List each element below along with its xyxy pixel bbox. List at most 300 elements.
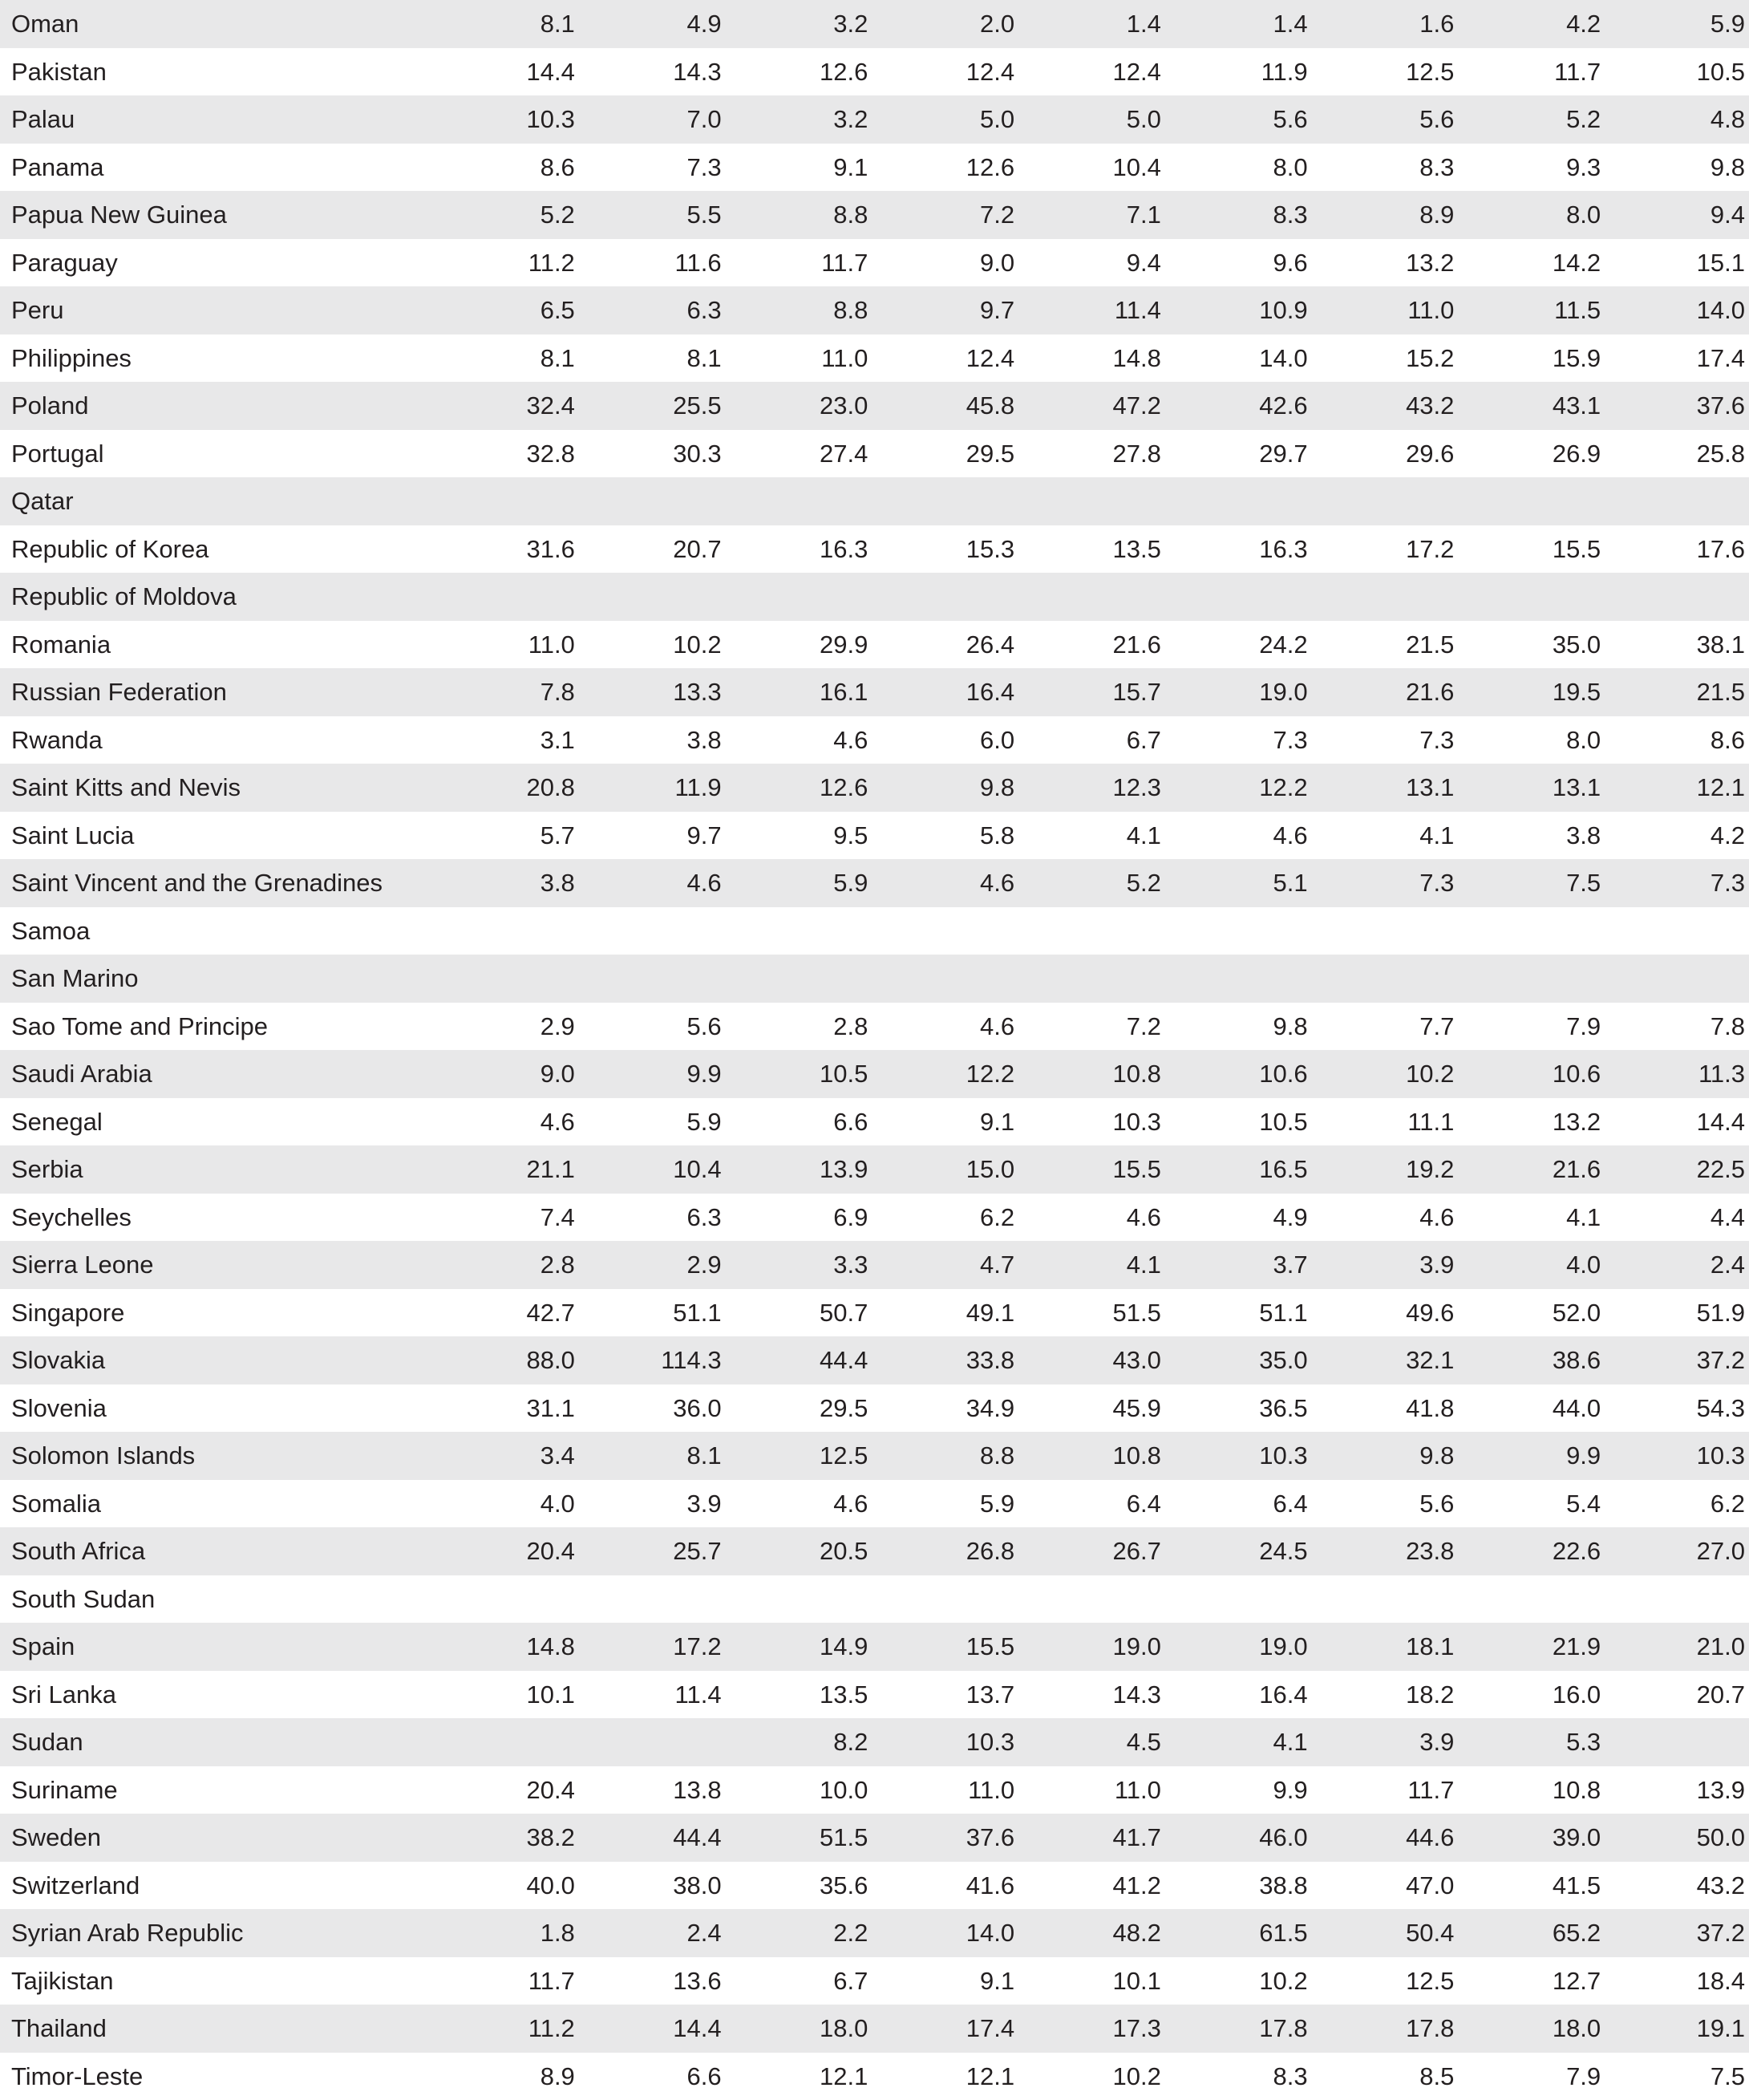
value-cell: 9.9 <box>577 1050 723 1098</box>
value-cell: 21.1 <box>430 1145 577 1194</box>
value-cell: 6.5 <box>430 286 577 334</box>
value-cell <box>1016 1575 1163 1624</box>
table-row <box>0 1671 1749 1719</box>
value-cell: 19.1 <box>1602 2005 1749 2053</box>
value-cell: 88.0 <box>430 1336 577 1384</box>
value-cell: 26.8 <box>869 1527 1016 1575</box>
value-cell: 7.9 <box>1455 2053 1602 2100</box>
value-cell: 14.4 <box>430 48 577 96</box>
value-cell: 42.6 <box>1163 382 1310 430</box>
value-cell: 4.2 <box>1602 812 1749 860</box>
value-cell: 21.0 <box>1602 1623 1749 1671</box>
table-row <box>0 1575 1749 1624</box>
table-row <box>0 1909 1749 1957</box>
value-cell: 8.3 <box>1163 2053 1310 2100</box>
value-cell: 39.0 <box>1455 1814 1602 1862</box>
value-cell: 37.2 <box>1602 1909 1749 1957</box>
value-cell: 2.9 <box>577 1241 723 1289</box>
value-cell: 10.8 <box>1455 1766 1602 1814</box>
value-cell: 9.8 <box>1310 1432 1456 1480</box>
value-cell: 7.3 <box>1310 716 1456 764</box>
value-cell <box>1016 907 1163 955</box>
value-cell: 16.3 <box>1163 525 1310 574</box>
value-cell: 47.2 <box>1016 382 1163 430</box>
value-cell: 19.0 <box>1163 668 1310 716</box>
value-cell <box>869 1575 1016 1624</box>
country-name-cell: Sudan <box>0 1718 430 1766</box>
value-cell: 11.0 <box>430 621 577 669</box>
value-cell: 8.2 <box>723 1718 870 1766</box>
value-cell: 16.3 <box>723 525 870 574</box>
value-cell: 10.5 <box>723 1050 870 1098</box>
value-cell: 8.8 <box>869 1432 1016 1480</box>
country-name-cell: Switzerland <box>0 1862 430 1910</box>
value-cell <box>1602 1718 1749 1766</box>
value-cell: 14.8 <box>1016 334 1163 383</box>
table-row <box>0 2005 1749 2053</box>
value-cell: 11.9 <box>1163 48 1310 96</box>
value-cell: 5.9 <box>723 859 870 907</box>
value-cell: 7.4 <box>430 1194 577 1242</box>
value-cell: 12.1 <box>1602 764 1749 812</box>
value-cell: 7.7 <box>1310 1003 1456 1051</box>
country-name-cell: Palau <box>0 95 430 144</box>
value-cell: 14.3 <box>1016 1671 1163 1719</box>
value-cell: 4.1 <box>1016 1241 1163 1289</box>
value-cell: 11.0 <box>1016 1766 1163 1814</box>
value-cell: 51.1 <box>577 1289 723 1337</box>
table-row <box>0 286 1749 334</box>
value-cell: 43.1 <box>1455 382 1602 430</box>
value-cell: 14.0 <box>1602 286 1749 334</box>
value-cell: 41.5 <box>1455 1862 1602 1910</box>
value-cell: 21.9 <box>1455 1623 1602 1671</box>
value-cell: 11.7 <box>1310 1766 1456 1814</box>
value-cell: 9.1 <box>723 144 870 192</box>
value-cell <box>1163 477 1310 525</box>
value-cell: 18.4 <box>1602 1957 1749 2005</box>
value-cell: 14.3 <box>577 48 723 96</box>
value-cell <box>869 955 1016 1003</box>
value-cell: 8.6 <box>430 144 577 192</box>
value-cell: 29.9 <box>723 621 870 669</box>
country-name-cell: Suriname <box>0 1766 430 1814</box>
value-cell: 17.2 <box>1310 525 1456 574</box>
value-cell: 9.0 <box>869 239 1016 287</box>
value-cell: 5.5 <box>577 191 723 239</box>
value-cell: 8.0 <box>1163 144 1310 192</box>
value-cell: 18.0 <box>723 2005 870 2053</box>
value-cell: 20.4 <box>430 1527 577 1575</box>
value-cell: 35.0 <box>1455 621 1602 669</box>
table-row <box>0 239 1749 287</box>
value-cell: 17.6 <box>1602 525 1749 574</box>
value-cell <box>1602 477 1749 525</box>
value-cell: 27.4 <box>723 430 870 478</box>
value-cell: 14.9 <box>723 1623 870 1671</box>
country-name-cell: Panama <box>0 144 430 192</box>
value-cell: 14.4 <box>577 2005 723 2053</box>
value-cell: 12.4 <box>869 334 1016 383</box>
value-cell: 4.6 <box>1163 812 1310 860</box>
value-cell: 11.6 <box>577 239 723 287</box>
table-row <box>0 1766 1749 1814</box>
table-row <box>0 955 1749 1003</box>
value-cell: 9.8 <box>1602 144 1749 192</box>
value-cell: 9.9 <box>1455 1432 1602 1480</box>
table-row <box>0 1814 1749 1862</box>
country-name-cell: San Marino <box>0 955 430 1003</box>
value-cell: 12.2 <box>1163 764 1310 812</box>
value-cell: 3.2 <box>723 0 870 48</box>
value-cell: 4.2 <box>1455 0 1602 48</box>
country-name-cell: Saint Lucia <box>0 812 430 860</box>
table-row <box>0 95 1749 144</box>
value-cell: 6.4 <box>1163 1480 1310 1528</box>
value-cell: 13.3 <box>577 668 723 716</box>
value-cell: 3.2 <box>723 95 870 144</box>
value-cell: 32.4 <box>430 382 577 430</box>
value-cell: 7.5 <box>1455 859 1602 907</box>
value-cell: 10.3 <box>430 95 577 144</box>
table-row <box>0 1003 1749 1051</box>
value-cell: 10.2 <box>1163 1957 1310 2005</box>
value-cell: 36.0 <box>577 1384 723 1433</box>
value-cell: 34.9 <box>869 1384 1016 1433</box>
value-cell: 11.9 <box>577 764 723 812</box>
value-cell: 4.6 <box>430 1098 577 1146</box>
table-row <box>0 477 1749 525</box>
value-cell: 2.9 <box>430 1003 577 1051</box>
table-row <box>0 1957 1749 2005</box>
table-row <box>0 812 1749 860</box>
value-cell: 20.4 <box>430 1766 577 1814</box>
country-name-cell: Saint Vincent and the Grenadines <box>0 859 430 907</box>
table-row <box>0 430 1749 478</box>
value-cell <box>1602 1575 1749 1624</box>
table-row <box>0 859 1749 907</box>
value-cell: 37.6 <box>1602 382 1749 430</box>
table-row <box>0 382 1749 430</box>
table-row <box>0 668 1749 716</box>
value-cell: 32.1 <box>1310 1336 1456 1384</box>
value-cell: 10.4 <box>1016 144 1163 192</box>
value-cell: 25.5 <box>577 382 723 430</box>
table-row <box>0 191 1749 239</box>
value-cell: 5.2 <box>1455 95 1602 144</box>
value-cell: 14.8 <box>430 1623 577 1671</box>
value-cell <box>577 907 723 955</box>
value-cell: 16.0 <box>1455 1671 1602 1719</box>
value-cell: 16.1 <box>723 668 870 716</box>
value-cell <box>430 1575 577 1624</box>
value-cell: 51.9 <box>1602 1289 1749 1337</box>
value-cell: 3.8 <box>1455 812 1602 860</box>
value-cell: 6.6 <box>577 2053 723 2100</box>
value-cell: 9.6 <box>1163 239 1310 287</box>
value-cell: 22.6 <box>1455 1527 1602 1575</box>
value-cell: 18.0 <box>1455 2005 1602 2053</box>
value-cell <box>723 477 870 525</box>
value-cell: 12.7 <box>1455 1957 1602 2005</box>
table-row <box>0 1432 1749 1480</box>
table-row <box>0 621 1749 669</box>
value-cell: 8.6 <box>1602 716 1749 764</box>
value-cell: 12.1 <box>723 2053 870 2100</box>
value-cell: 18.1 <box>1310 1623 1456 1671</box>
value-cell: 49.6 <box>1310 1289 1456 1337</box>
value-cell <box>577 573 723 621</box>
value-cell: 43.2 <box>1602 1862 1749 1910</box>
value-cell: 41.2 <box>1016 1862 1163 1910</box>
value-cell: 65.2 <box>1455 1909 1602 1957</box>
value-cell <box>430 477 577 525</box>
value-cell <box>1455 955 1602 1003</box>
value-cell: 9.1 <box>869 1098 1016 1146</box>
value-cell: 41.7 <box>1016 1814 1163 1862</box>
value-cell: 38.0 <box>577 1862 723 1910</box>
value-cell: 19.0 <box>1163 1623 1310 1671</box>
value-cell: 11.7 <box>1455 48 1602 96</box>
country-name-cell: Spain <box>0 1623 430 1671</box>
value-cell: 15.0 <box>869 1145 1016 1194</box>
value-cell: 42.7 <box>430 1289 577 1337</box>
value-cell: 8.1 <box>577 1432 723 1480</box>
value-cell: 7.0 <box>577 95 723 144</box>
value-cell: 38.1 <box>1602 621 1749 669</box>
value-cell <box>430 955 577 1003</box>
value-cell: 8.1 <box>430 0 577 48</box>
value-cell <box>1163 573 1310 621</box>
value-cell: 51.1 <box>1163 1289 1310 1337</box>
table-row <box>0 1384 1749 1433</box>
value-cell: 26.7 <box>1016 1527 1163 1575</box>
value-cell: 19.5 <box>1455 668 1602 716</box>
value-cell: 8.0 <box>1455 191 1602 239</box>
value-cell: 21.6 <box>1455 1145 1602 1194</box>
value-cell: 3.8 <box>577 716 723 764</box>
value-cell: 6.3 <box>577 286 723 334</box>
value-cell <box>1455 907 1602 955</box>
value-cell <box>1602 955 1749 1003</box>
value-cell: 10.5 <box>1602 48 1749 96</box>
value-cell: 21.5 <box>1310 621 1456 669</box>
value-cell: 45.8 <box>869 382 1016 430</box>
value-cell: 3.1 <box>430 716 577 764</box>
table-row <box>0 1336 1749 1384</box>
table-row <box>0 2053 1749 2100</box>
table-row <box>0 764 1749 812</box>
value-cell: 10.3 <box>1016 1098 1163 1146</box>
value-cell: 5.6 <box>1163 95 1310 144</box>
value-cell: 12.6 <box>723 48 870 96</box>
value-cell: 2.0 <box>869 0 1016 48</box>
value-cell: 12.3 <box>1016 764 1163 812</box>
value-cell: 4.0 <box>1455 1241 1602 1289</box>
value-cell: 3.9 <box>1310 1241 1456 1289</box>
country-name-cell: Paraguay <box>0 239 430 287</box>
value-cell: 9.1 <box>869 1957 1016 2005</box>
value-cell: 12.4 <box>869 48 1016 96</box>
table-row <box>0 144 1749 192</box>
value-cell: 6.2 <box>1602 1480 1749 1528</box>
value-cell: 50.4 <box>1310 1909 1456 1957</box>
value-cell: 4.6 <box>869 859 1016 907</box>
value-cell: 5.9 <box>1602 0 1749 48</box>
value-cell: 2.8 <box>723 1003 870 1051</box>
country-name-cell: Sierra Leone <box>0 1241 430 1289</box>
value-cell <box>1310 573 1456 621</box>
country-name-cell: Slovenia <box>0 1384 430 1433</box>
value-cell: 5.7 <box>430 812 577 860</box>
value-cell: 6.2 <box>869 1194 1016 1242</box>
value-cell: 6.7 <box>723 1957 870 2005</box>
value-cell: 15.1 <box>1602 239 1749 287</box>
value-cell: 11.2 <box>430 2005 577 2053</box>
value-cell: 11.5 <box>1455 286 1602 334</box>
value-cell: 16.5 <box>1163 1145 1310 1194</box>
table-row <box>0 716 1749 764</box>
value-cell: 6.7 <box>1016 716 1163 764</box>
value-cell: 13.6 <box>577 1957 723 2005</box>
value-cell: 13.2 <box>1310 239 1456 287</box>
table-row <box>0 907 1749 955</box>
value-cell: 14.0 <box>1163 334 1310 383</box>
value-cell: 4.0 <box>430 1480 577 1528</box>
country-name-cell: Papua New Guinea <box>0 191 430 239</box>
value-cell: 12.5 <box>723 1432 870 1480</box>
value-cell: 51.5 <box>723 1814 870 1862</box>
value-cell: 4.6 <box>723 716 870 764</box>
value-cell: 41.6 <box>869 1862 1016 1910</box>
value-cell: 36.5 <box>1163 1384 1310 1433</box>
country-name-cell: Peru <box>0 286 430 334</box>
value-cell: 44.4 <box>577 1814 723 1862</box>
value-cell: 50.7 <box>723 1289 870 1337</box>
value-cell: 52.0 <box>1455 1289 1602 1337</box>
value-cell: 10.8 <box>1016 1050 1163 1098</box>
value-cell <box>1455 573 1602 621</box>
value-cell: 9.0 <box>430 1050 577 1098</box>
value-cell: 17.4 <box>1602 334 1749 383</box>
value-cell <box>869 907 1016 955</box>
value-cell: 5.4 <box>1455 1480 1602 1528</box>
value-cell: 8.9 <box>1310 191 1456 239</box>
country-name-cell: Serbia <box>0 1145 430 1194</box>
value-cell: 10.6 <box>1455 1050 1602 1098</box>
value-cell: 114.3 <box>577 1336 723 1384</box>
value-cell: 4.7 <box>869 1241 1016 1289</box>
value-cell: 44.6 <box>1310 1814 1456 1862</box>
value-cell <box>723 907 870 955</box>
table-row <box>0 1145 1749 1194</box>
value-cell: 16.4 <box>869 668 1016 716</box>
value-cell: 47.0 <box>1310 1862 1456 1910</box>
country-name-cell: Romania <box>0 621 430 669</box>
value-cell: 3.4 <box>430 1432 577 1480</box>
country-name-cell: Saint Kitts and Nevis <box>0 764 430 812</box>
value-cell <box>1163 907 1310 955</box>
value-cell: 8.9 <box>430 2053 577 2100</box>
value-cell: 16.4 <box>1163 1671 1310 1719</box>
value-cell: 5.1 <box>1163 859 1310 907</box>
table-row <box>0 525 1749 574</box>
value-cell: 40.0 <box>430 1862 577 1910</box>
value-cell: 5.8 <box>869 812 1016 860</box>
value-cell: 5.6 <box>1310 1480 1456 1528</box>
value-cell: 13.5 <box>723 1671 870 1719</box>
country-name-cell: Seychelles <box>0 1194 430 1242</box>
value-cell: 8.5 <box>1310 2053 1456 2100</box>
value-cell: 9.4 <box>1602 191 1749 239</box>
value-cell: 4.4 <box>1602 1194 1749 1242</box>
value-cell: 5.9 <box>869 1480 1016 1528</box>
value-cell: 4.6 <box>1310 1194 1456 1242</box>
value-cell: 17.8 <box>1163 2005 1310 2053</box>
value-cell: 9.8 <box>1163 1003 1310 1051</box>
value-cell: 13.5 <box>1016 525 1163 574</box>
value-cell: 27.8 <box>1016 430 1163 478</box>
value-cell: 20.7 <box>577 525 723 574</box>
value-cell <box>577 1575 723 1624</box>
country-name-cell: Qatar <box>0 477 430 525</box>
value-cell: 5.3 <box>1455 1718 1602 1766</box>
value-cell: 15.9 <box>1455 334 1602 383</box>
value-cell <box>1310 907 1456 955</box>
value-cell: 7.2 <box>1016 1003 1163 1051</box>
value-cell <box>577 955 723 1003</box>
value-cell: 5.0 <box>1016 95 1163 144</box>
value-cell: 5.6 <box>1310 95 1456 144</box>
value-cell <box>1602 907 1749 955</box>
value-cell: 15.5 <box>1016 1145 1163 1194</box>
value-cell: 10.5 <box>1163 1098 1310 1146</box>
country-name-cell: Thailand <box>0 2005 430 2053</box>
value-cell: 43.0 <box>1016 1336 1163 1384</box>
value-cell: 21.5 <box>1602 668 1749 716</box>
value-cell: 10.2 <box>1310 1050 1456 1098</box>
table-row <box>0 1289 1749 1337</box>
value-cell: 38.6 <box>1455 1336 1602 1384</box>
value-cell: 11.0 <box>1310 286 1456 334</box>
value-cell: 13.1 <box>1310 764 1456 812</box>
value-cell <box>869 573 1016 621</box>
country-name-cell: Slovakia <box>0 1336 430 1384</box>
table-row <box>0 573 1749 621</box>
value-cell: 5.0 <box>869 95 1016 144</box>
value-cell: 17.8 <box>1310 2005 1456 2053</box>
value-cell: 11.1 <box>1310 1098 1456 1146</box>
value-cell: 7.1 <box>1016 191 1163 239</box>
value-cell: 29.6 <box>1310 430 1456 478</box>
value-cell: 37.2 <box>1602 1336 1749 1384</box>
value-cell <box>430 1718 577 1766</box>
value-cell <box>1455 477 1602 525</box>
value-cell: 8.3 <box>1163 191 1310 239</box>
value-cell <box>1310 955 1456 1003</box>
value-cell: 13.7 <box>869 1671 1016 1719</box>
value-cell: 8.0 <box>1455 716 1602 764</box>
value-cell: 20.5 <box>723 1527 870 1575</box>
country-name-cell: Syrian Arab Republic <box>0 1909 430 1957</box>
value-cell: 11.7 <box>723 239 870 287</box>
value-cell: 10.3 <box>1163 1432 1310 1480</box>
table-row <box>0 1241 1749 1289</box>
value-cell: 17.2 <box>577 1623 723 1671</box>
country-name-cell: Philippines <box>0 334 430 383</box>
value-cell: 20.7 <box>1602 1671 1749 1719</box>
table-row <box>0 1050 1749 1098</box>
